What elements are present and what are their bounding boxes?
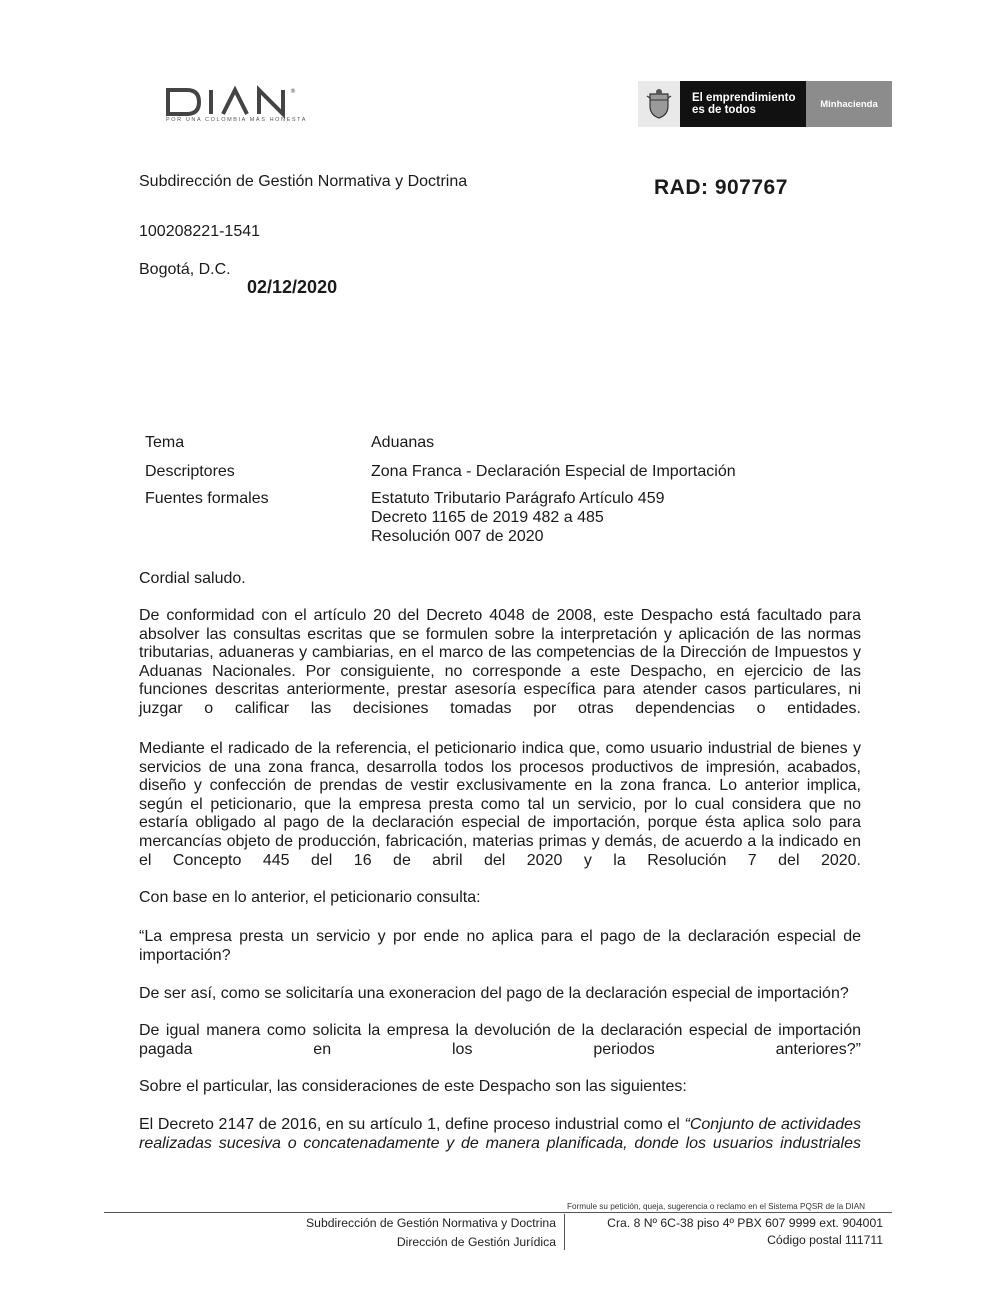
greeting: Cordial saludo. bbox=[139, 570, 246, 587]
paragraph-4: Sobre el particular, las consideraciones de este Despacho son las siguientes: bbox=[139, 1078, 687, 1095]
tema-label: Tema bbox=[145, 434, 185, 451]
footer-office-line-1: Subdirección de Gestión Normativa y Doctrina bbox=[306, 1216, 556, 1230]
fuentes-line-2: Decreto 1165 de 2019 482 a 485 bbox=[371, 509, 604, 526]
gov-slogan bbox=[680, 81, 806, 127]
question-1: “La empresa presta un servicio y por ende no aplica para el pago de la declaración especial de importación? bbox=[139, 928, 861, 964]
slogan-line-2: es de todos bbox=[692, 104, 756, 116]
paragraph-5-quote: “Conjunto de actividades realizadas sucesiva o concatenadamente y de manera planificada, donde los usuarios industriales bbox=[139, 1116, 862, 1152]
descriptores-label: Descriptores bbox=[145, 463, 235, 480]
government-banner bbox=[638, 81, 892, 127]
reference-number: 100208221-1541 bbox=[139, 223, 261, 240]
paragraph-5-text: El Decreto 2147 de 2016, en su artículo 1, define proceso industrial como el bbox=[139, 1116, 685, 1133]
office-name: Subdirección de Gestión Normativa y Doctrina bbox=[139, 173, 468, 190]
question-2: De ser así, como se solicitaría una exoneracion del pago de la declaración especial de importación? bbox=[139, 985, 849, 1002]
footer-divider bbox=[104, 1212, 892, 1213]
slogan-line-1: El emprendimiento bbox=[692, 92, 796, 104]
fuentes-label: Fuentes formales bbox=[145, 490, 269, 507]
footer-address: Cra. 8 Nº 6C-38 piso 4º PBX 607 9999 ext. 904001 bbox=[607, 1216, 883, 1230]
pqsr-note: Formule su petición, queja, sugerencia o reclamo en el Sistema PQSR de la DIAN bbox=[567, 1202, 866, 1211]
fuentes-line-1: Estatuto Tributario Parágrafo Artículo 459 bbox=[371, 490, 665, 507]
descriptores-value: Zona Franca - Declaración Especial de Importación bbox=[371, 463, 736, 480]
paragraph-1: De conformidad con el artículo 20 del Decreto 4048 de 2008, este Despacho está facultado para absolver las consultas escritas que se formulen sobre la interpretación y aplicación de las normas tributarias, aduaneras y cambiarias, en el marco de las competencias de la Dirección de Impuestos y Aduanas Nacionales. Por consiguiente, no corresponde a este Despacho, en ejercicio de las funciones descritas anteriormente, prestar asesoría específica para atender casos particulares, ni juzgar o calificar las decisiones tomadas por otras dependencias o entidades. bbox=[139, 607, 861, 717]
fuentes-line-3: Resolución 007 de 2020 bbox=[371, 528, 544, 545]
radicado-number: RAD: 907767 bbox=[654, 176, 788, 194]
footer-column-divider bbox=[564, 1214, 565, 1250]
footer-office-line-2: Dirección de Gestión Jurídica bbox=[396, 1235, 556, 1249]
question-3: De igual manera como solicita la empresa la devolución de la declaración especial de importación pagada en los periodos anteriores?” bbox=[139, 1022, 861, 1058]
svg-text:®: ® bbox=[290, 88, 296, 95]
footer-postal-code: Código postal 111711 bbox=[767, 1233, 883, 1247]
coat-of-arms-icon bbox=[638, 81, 680, 127]
tema-value: Aduanas bbox=[371, 434, 435, 451]
dian-tagline: POR UNA COLOMBIA MÁS HONESTA bbox=[166, 117, 307, 123]
paragraph-5 bbox=[139, 1116, 861, 1172]
paragraph-3: Con base en lo anterior, el peticionario consulta: bbox=[139, 889, 481, 906]
ministry-label: Minhacienda bbox=[806, 81, 892, 127]
city: Bogotá, D.C. bbox=[139, 261, 231, 278]
paragraph-2: Mediante el radicado de la referencia, el peticionario indica que, como usuario industrial de bienes y servicios de una zona franca, desarrolla todos los procesos productivos de impresión, acabados, diseño y confección de prendas de vestir exclusivamente en la zona franca. Lo anterior implica, según el peticionario, que la empresa presta como tal un servicio, por lo cual considera que no estaría obligado al pago de la declaración especial de importación, porque ésta aplica solo para mercancías objeto de producción, fabricación, materias primas y demás, de acuerdo a la indicado en el Concepto 445 del 16 de abril del 2020 y la Resolución 7 del 2020. bbox=[139, 740, 861, 869]
letter-date: 02/12/2020 bbox=[247, 277, 338, 297]
